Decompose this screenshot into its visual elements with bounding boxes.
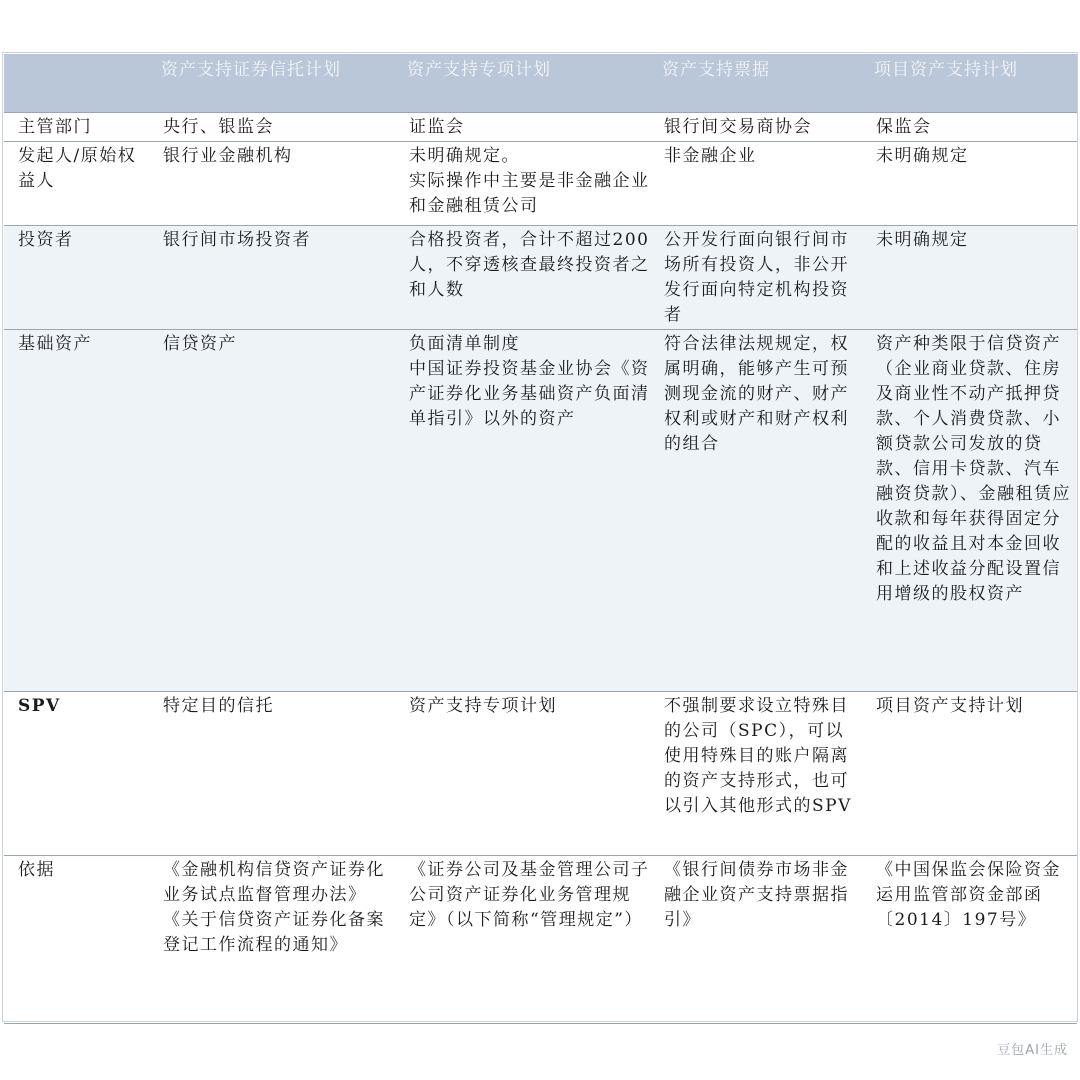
header-trust-plan: 资产支持证券信托计划: [149, 54, 395, 113]
table-cell: 不强制要求设立特殊目的公司（SPC），可以使用特殊目的账户隔离的资产支持形式，也可以引入其他形式的SPV: [650, 692, 862, 856]
header-row: [4, 54, 1077, 113]
table-cell: 《中国保监会保险资金运用监管部资金部函〔2014〕197号》: [862, 856, 1077, 1024]
header-corner: [4, 54, 149, 113]
table-cell: 银行业金融机构: [149, 142, 395, 226]
table-cell: 未明确规定。 实际操作中主要是非金融企业和金融租赁公司: [395, 142, 650, 226]
table-row-legal-basis: [4, 856, 1077, 1024]
table-row-originator: [4, 142, 1077, 226]
header-abn: 资产支持票据: [650, 54, 862, 113]
comparison-table-sheet: [4, 54, 1077, 1022]
table-cell: 非金融企业: [650, 142, 862, 226]
row-label-spv: SPV: [4, 692, 149, 856]
table-cell: 信贷资产: [149, 330, 395, 692]
table-cell: 符合法律法规规定，权属明确，能够产生可预测现金流的财产、财产权利或财产和财产权利的组合: [650, 330, 862, 692]
table-cell: 银行间市场投资者: [149, 226, 395, 330]
table-cell: 保监会: [862, 113, 1077, 142]
row-label-regulator: 主管部门: [4, 113, 149, 142]
table-row-spv: [4, 692, 1077, 856]
table-cell: 资产支持专项计划: [395, 692, 650, 856]
row-label-originator: 发起人/原始权益人: [4, 142, 149, 226]
abs-comparison-table: [4, 54, 1077, 1024]
table-cell: 《证券公司及基金管理公司子公司资产证券化业务管理规定》（以下简称“管理规定”）: [395, 856, 650, 1024]
table-cell: 项目资产支持计划: [862, 692, 1077, 856]
row-label-legal-basis: 依据: [4, 856, 149, 1024]
table-cell: 证监会: [395, 113, 650, 142]
table-cell: 《金融机构信贷资产证券化业务试点监督管理办法》 《关于信贷资产证券化备案登记工作流程的通知》: [149, 856, 395, 1024]
table-cell: 资产种类限于信贷资产（企业商业贷款、住房及商业性不动产抵押贷款、个人消费贷款、小额贷款公司发放的贷款、信用卡贷款、汽车融资贷款）、金融租赁应收款和每年获得固定分配的收益且对本金回收和上述收益分配设置信用增级的股权资产: [862, 330, 1077, 692]
table-cell: 公开发行面向银行间市场所有投资人，非公开发行面向特定机构投资者: [650, 226, 862, 330]
table-cell: 《银行间债券市场非金融企业资产支持票据指引》: [650, 856, 862, 1024]
header-special-plan: 资产支持专项计划: [395, 54, 650, 113]
row-label-investors: 投资者: [4, 226, 149, 330]
table-cell: 未明确规定: [862, 226, 1077, 330]
table-cell: 未明确规定: [862, 142, 1077, 226]
table-cell: 央行、银监会: [149, 113, 395, 142]
table-cell: 合格投资者，合计不超过200人，不穿透核查最终投资者之和人数: [395, 226, 650, 330]
table-row-underlying-assets: [4, 330, 1077, 692]
table-cell: 特定目的信托: [149, 692, 395, 856]
watermark: 豆包AI生成: [997, 1043, 1068, 1058]
table-cell: 银行间交易商协会: [650, 113, 862, 142]
table-row-regulator: [4, 113, 1077, 142]
table-cell: 负面清单制度 中国证券投资基金业协会《资产证券化业务基础资产负面清单指引》以外的资产: [395, 330, 650, 692]
header-project-plan: 项目资产支持计划: [862, 54, 1077, 113]
row-label-underlying-assets: 基础资产: [4, 330, 149, 692]
table-row-investors: [4, 226, 1077, 330]
